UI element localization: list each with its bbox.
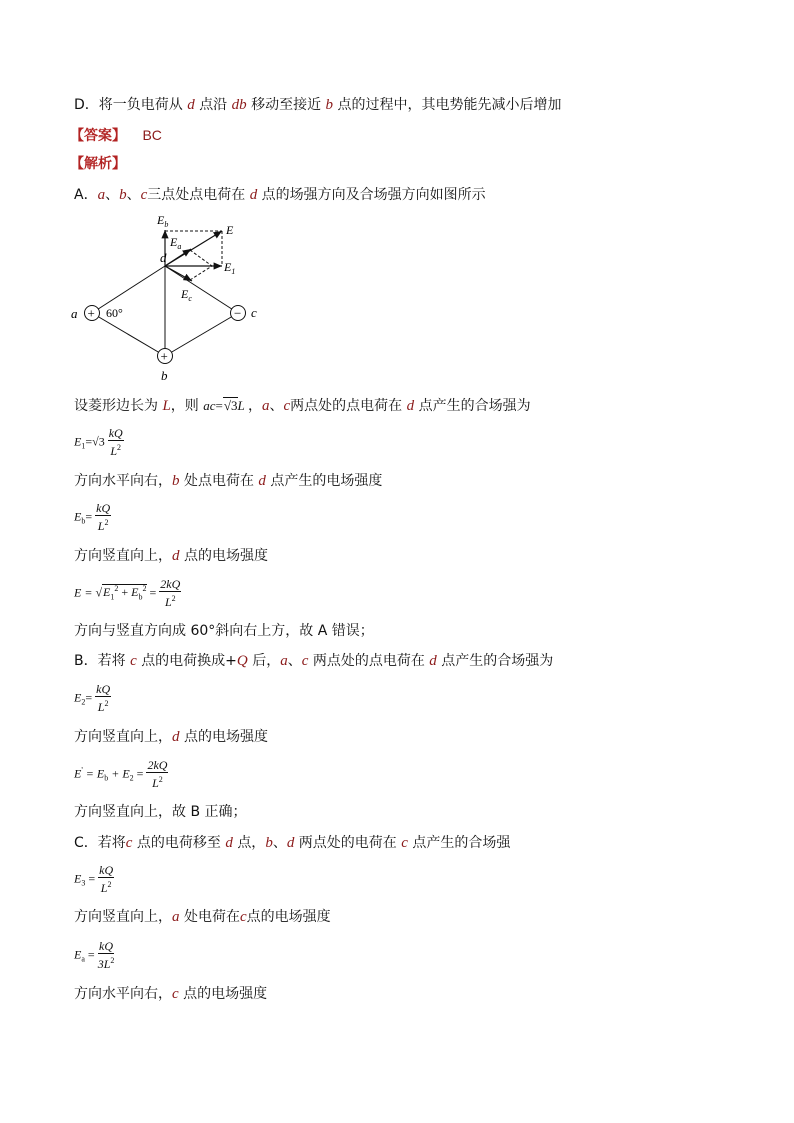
text-line-1 — [74, 397, 531, 415]
var: d — [258, 473, 266, 489]
label-e1: $E_1$ — [224, 260, 236, 276]
text: 点的电场强度 — [246, 909, 331, 925]
text: 点的电荷移至 — [136, 835, 221, 851]
label-eb: $E_b$ — [157, 213, 169, 229]
label-angle: 60° — [106, 306, 123, 320]
text: 、 — [287, 653, 302, 669]
text: 方向竖直向上， — [74, 909, 172, 925]
field-diagram — [66, 208, 276, 388]
charge-c-sign: − — [234, 305, 242, 321]
text: 两点处的点电荷在 — [290, 398, 403, 414]
label-e: E — [226, 223, 234, 237]
formula-eb: $E_b=$ $\frac{kQ}{L^2}$ — [74, 501, 111, 533]
var: c — [283, 398, 291, 414]
text: 、 — [269, 398, 284, 414]
var: d — [249, 187, 258, 203]
text-line-10 — [74, 985, 267, 1003]
text: 点的电场强度 — [183, 729, 268, 745]
var: d — [225, 835, 233, 851]
text-line-7 — [74, 803, 247, 821]
text: 两点处的点电荷在 — [312, 653, 425, 669]
text: 点产生的合场强为 — [441, 653, 554, 669]
text: 点的过程中，其电势能先减小后增加 — [337, 97, 562, 113]
text: ， — [248, 398, 262, 414]
analysis-label: 【解析】 — [70, 156, 126, 172]
text: 方向竖直向上， — [74, 729, 172, 745]
var: Q — [236, 653, 248, 669]
label-ec: $E_c$ — [181, 287, 192, 303]
text: B．若将 — [74, 653, 126, 669]
text: ，则 — [170, 398, 199, 414]
text: A． — [74, 187, 98, 203]
text: 方向与竖直方向成 60°斜向右上方，故 A 错误； — [74, 623, 374, 639]
option-a-text — [74, 186, 486, 204]
vector-ec — [165, 266, 192, 281]
label-d: d — [160, 250, 167, 265]
text-line-4 — [74, 622, 374, 640]
text: 处点电荷在 — [183, 473, 254, 489]
text: D．将一负电荷从 — [74, 97, 183, 113]
var: a — [262, 398, 270, 414]
label-b: b — [161, 368, 168, 383]
option-c-text — [74, 834, 510, 852]
text: 两点处的电荷在 — [298, 835, 397, 851]
formula-e1: $E_1=√3$ $\frac{kQ}{L^2}$ — [74, 426, 123, 458]
label-c: c — [251, 305, 257, 320]
var: c — [172, 986, 179, 1002]
text: 点的电场强度 — [183, 986, 268, 1002]
edge-cb — [165, 313, 238, 356]
var: a — [280, 653, 288, 669]
text-line-9 — [74, 908, 331, 926]
var: L — [162, 398, 171, 414]
charge-b-sign: + — [160, 348, 168, 364]
label-a: a — [71, 306, 78, 321]
text: 三点处点电荷在 — [147, 187, 246, 203]
var: c — [301, 653, 309, 669]
var: a — [97, 187, 106, 203]
text: C．若将 — [74, 835, 126, 851]
text: 方向水平向右， — [74, 986, 172, 1002]
answer-value: BC — [142, 127, 162, 143]
dash-ec — [190, 266, 212, 280]
var: d — [429, 653, 437, 669]
text: 方向水平向右， — [74, 473, 172, 489]
formula-ea: $E_a$ = $\frac{kQ}{3L^2}$ — [74, 939, 115, 971]
text: 点的电荷换成+ — [141, 653, 237, 669]
text: 点沿 — [199, 97, 228, 113]
text: 点产生的电场强度 — [270, 473, 383, 489]
text: 方向竖直向上，故 B 正确； — [74, 804, 247, 820]
vector-ea — [165, 249, 191, 266]
var: d — [172, 548, 180, 564]
var: c — [130, 653, 137, 669]
var: b — [325, 97, 334, 113]
text-line-6 — [74, 728, 268, 746]
text: 处电荷在 — [183, 909, 240, 925]
answer-label: 【答案】 — [70, 128, 126, 144]
text-line-3 — [74, 547, 268, 565]
formula-ac: ac=√3L — [203, 398, 245, 413]
var: b — [119, 187, 127, 203]
text: 移动至接近 — [251, 97, 322, 113]
var: c — [125, 835, 133, 851]
var: d — [172, 729, 180, 745]
text: 点产生的合场强为 — [418, 398, 531, 414]
text: 后， — [252, 653, 281, 669]
label-ea: $E_a$ — [170, 235, 182, 251]
var: db — [231, 97, 247, 113]
edge-ad — [92, 266, 165, 313]
option-d-text — [74, 96, 562, 114]
text: 点， — [237, 835, 266, 851]
var: b — [172, 473, 180, 489]
var: a — [172, 909, 180, 925]
text: 点产生的合场强 — [412, 835, 511, 851]
answer-line — [70, 126, 162, 145]
text: 、 — [105, 187, 120, 203]
var: c — [401, 835, 408, 851]
charge-a-sign: + — [87, 305, 95, 321]
var: b — [265, 835, 273, 851]
text: 、 — [272, 835, 287, 851]
analysis-line — [70, 155, 126, 173]
var: c — [239, 909, 247, 925]
dash-ea-e1 — [190, 250, 212, 266]
text: 设菱形边长为 — [74, 398, 158, 414]
formula-e: $E = √E_1^2 + E_b^2$ = $\frac{2kQ}{L^2}$ — [74, 577, 181, 609]
var: d — [187, 97, 195, 113]
text: 点的场强方向及合场强方向如图所示 — [261, 187, 486, 203]
edge-ab — [92, 313, 165, 356]
text: 、 — [126, 187, 141, 203]
var: d — [286, 835, 295, 851]
formula-e3: $E_3$ = $\frac{kQ}{L^2}$ — [74, 863, 114, 895]
text-line-2 — [74, 472, 382, 490]
text: 方向竖直向上， — [74, 548, 172, 564]
formula-e2: $E_2=$ $\frac{kQ}{L^2}$ — [74, 682, 111, 714]
var: c — [140, 187, 148, 203]
formula-e-prime: $E' = E_b + E_2$ = $\frac{2kQ}{L^2}$ — [74, 758, 168, 790]
text: 点的电场强度 — [183, 548, 268, 564]
var: d — [406, 398, 415, 414]
option-b-text — [74, 652, 553, 670]
